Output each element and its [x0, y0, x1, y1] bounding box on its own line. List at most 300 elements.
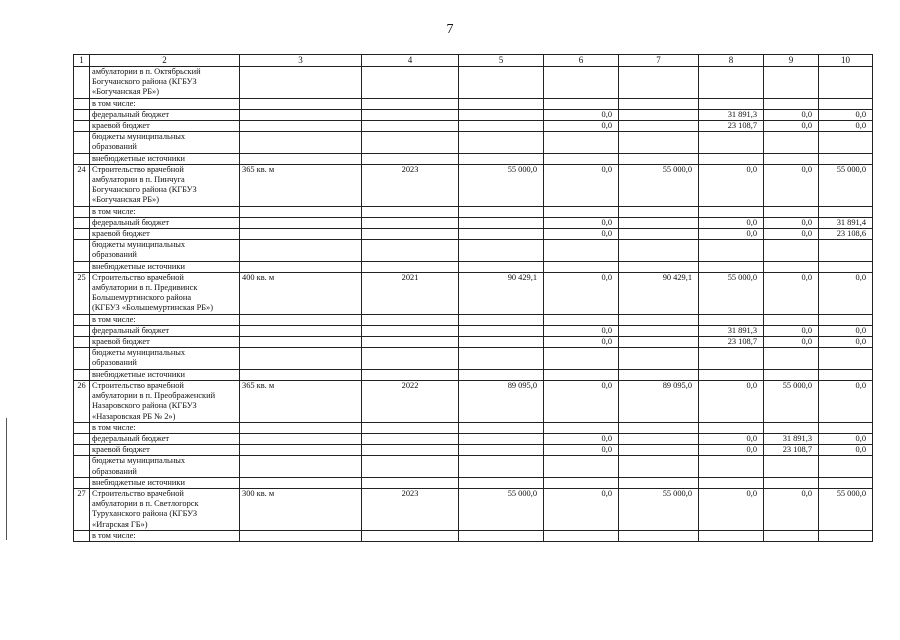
value-cell — [459, 132, 544, 153]
value-cell: 0,0 — [764, 164, 819, 206]
value-cell: 55 000,0 — [819, 164, 873, 206]
value-cell — [819, 67, 873, 99]
name-cell: внебюджетные источники — [90, 153, 240, 164]
value-cell — [544, 206, 619, 217]
value-cell — [619, 98, 699, 109]
value-cell — [240, 98, 362, 109]
value-cell: 0,0 — [699, 445, 764, 456]
value-cell — [699, 67, 764, 99]
value-cell — [619, 109, 699, 120]
value-cell — [619, 456, 699, 477]
value-cell — [240, 433, 362, 444]
value-cell — [362, 369, 459, 380]
value-cell — [544, 67, 619, 99]
value-cell — [619, 132, 699, 153]
value-cell — [699, 206, 764, 217]
value-cell — [819, 477, 873, 488]
value-cell: 31 891,3 — [699, 109, 764, 120]
table-row — [74, 229, 873, 240]
value-cell — [764, 314, 819, 325]
value-cell: 0,0 — [699, 217, 764, 228]
header-cell-2: 2 — [90, 55, 240, 67]
value-cell — [240, 132, 362, 153]
header-cell-10: 10 — [819, 55, 873, 67]
value-cell — [819, 530, 873, 541]
value-cell — [240, 229, 362, 240]
table-row-object — [74, 488, 873, 530]
value-cell: 0,0 — [544, 488, 619, 530]
value-cell: 0,0 — [544, 272, 619, 314]
value-cell — [362, 348, 459, 369]
value-cell — [459, 240, 544, 261]
value-cell — [699, 530, 764, 541]
value-cell: 23 108,7 — [699, 121, 764, 132]
page-number: 7 — [446, 22, 454, 37]
value-cell — [699, 477, 764, 488]
table-header-row — [74, 55, 873, 67]
row-number-cell — [74, 456, 90, 477]
value-cell: 89 095,0 — [459, 380, 544, 422]
value-cell: 0,0 — [699, 380, 764, 422]
row-number-cell — [74, 422, 90, 433]
value-cell: 0,0 — [819, 445, 873, 456]
value-cell — [362, 217, 459, 228]
name-cell: в том числе: — [90, 530, 240, 541]
value-cell — [619, 261, 699, 272]
table-row — [74, 261, 873, 272]
value-cell — [459, 229, 544, 240]
table-row — [74, 422, 873, 433]
value-cell — [619, 337, 699, 348]
value-cell — [459, 530, 544, 541]
table-row — [74, 369, 873, 380]
value-cell: 0,0 — [699, 488, 764, 530]
value-cell — [699, 261, 764, 272]
value-cell: 31 891,3 — [699, 325, 764, 336]
value-cell — [819, 206, 873, 217]
value-cell — [619, 206, 699, 217]
value-cell: 0,0 — [544, 325, 619, 336]
value-cell — [240, 530, 362, 541]
name-cell: внебюджетные источники — [90, 477, 240, 488]
value-cell — [459, 369, 544, 380]
row-number-cell — [74, 98, 90, 109]
value-cell — [459, 477, 544, 488]
value-cell — [362, 325, 459, 336]
value-cell — [240, 261, 362, 272]
row-number-cell: 24 — [74, 164, 90, 206]
value-cell — [619, 240, 699, 261]
value-cell — [699, 98, 764, 109]
margin-line — [6, 418, 7, 540]
row-number-cell — [74, 206, 90, 217]
value-cell — [362, 153, 459, 164]
value-cell: 31 891,4 — [819, 217, 873, 228]
name-cell: Строительство врачебной амбулатории в п. Преображенский Назаровского района (КГБУЗ «Назаровская РБ № 2») — [90, 380, 240, 422]
header-cell-7: 7 — [619, 55, 699, 67]
value-cell — [240, 109, 362, 120]
value-cell — [619, 433, 699, 444]
value-cell — [764, 153, 819, 164]
value-cell: 0,0 — [819, 433, 873, 444]
table-row — [74, 456, 873, 477]
value-cell: 0,0 — [699, 229, 764, 240]
row-number-cell — [74, 153, 90, 164]
value-cell — [819, 261, 873, 272]
value-cell — [819, 422, 873, 433]
name-cell: внебюджетные источники — [90, 261, 240, 272]
name-cell: внебюджетные источники — [90, 369, 240, 380]
value-cell — [240, 456, 362, 477]
value-cell — [544, 477, 619, 488]
value-cell — [544, 530, 619, 541]
table-row-object — [74, 164, 873, 206]
value-cell: 90 429,1 — [619, 272, 699, 314]
value-cell — [544, 261, 619, 272]
value-cell: 0,0 — [764, 325, 819, 336]
row-number-cell — [74, 109, 90, 120]
value-cell — [362, 433, 459, 444]
header-cell-8: 8 — [699, 55, 764, 67]
row-number-cell — [74, 530, 90, 541]
value-cell — [362, 445, 459, 456]
row-number-cell — [74, 337, 90, 348]
value-cell — [619, 121, 699, 132]
value-cell — [619, 445, 699, 456]
value-cell: 0,0 — [544, 380, 619, 422]
value-cell — [362, 229, 459, 240]
value-cell: 0,0 — [544, 164, 619, 206]
name-cell: в том числе: — [90, 206, 240, 217]
row-number-cell — [74, 217, 90, 228]
row-number-cell — [74, 433, 90, 444]
value-cell: 0,0 — [544, 217, 619, 228]
value-cell: 0,0 — [699, 164, 764, 206]
value-cell — [459, 314, 544, 325]
table-row — [74, 433, 873, 444]
value-cell — [619, 229, 699, 240]
name-cell: федеральный бюджет — [90, 433, 240, 444]
value-cell: 55 000,0 — [619, 488, 699, 530]
value-cell: 2021 — [362, 272, 459, 314]
name-cell: краевой бюджет — [90, 445, 240, 456]
value-cell: 55 000,0 — [819, 488, 873, 530]
table-row — [74, 98, 873, 109]
row-number-cell — [74, 229, 90, 240]
row-number-cell — [74, 314, 90, 325]
header-cell-4: 4 — [362, 55, 459, 67]
value-cell: 0,0 — [544, 109, 619, 120]
value-cell — [764, 132, 819, 153]
value-cell: 55 000,0 — [764, 380, 819, 422]
value-cell — [544, 240, 619, 261]
value-cell — [362, 206, 459, 217]
row-number-cell — [74, 477, 90, 488]
name-cell: краевой бюджет — [90, 337, 240, 348]
value-cell — [764, 477, 819, 488]
table-row — [74, 132, 873, 153]
row-number-cell — [74, 261, 90, 272]
row-number-cell: 26 — [74, 380, 90, 422]
value-cell — [459, 348, 544, 369]
value-cell — [459, 422, 544, 433]
value-cell — [362, 530, 459, 541]
value-cell — [459, 456, 544, 477]
value-cell — [619, 314, 699, 325]
value-cell: 55 000,0 — [459, 164, 544, 206]
value-cell — [459, 337, 544, 348]
value-cell — [544, 314, 619, 325]
value-cell: 365 кв. м — [240, 164, 362, 206]
value-cell — [699, 422, 764, 433]
value-cell — [459, 153, 544, 164]
value-cell — [362, 422, 459, 433]
name-cell: федеральный бюджет — [90, 109, 240, 120]
value-cell — [362, 109, 459, 120]
value-cell — [619, 369, 699, 380]
name-cell: в том числе: — [90, 314, 240, 325]
value-cell: 300 кв. м — [240, 488, 362, 530]
name-cell: амбулатории в п. Октябрьский Богучанского района (КГБУЗ «Богучанская РБ») — [90, 67, 240, 99]
value-cell — [619, 530, 699, 541]
value-cell — [819, 98, 873, 109]
name-cell: бюджеты муниципальных образований — [90, 132, 240, 153]
value-cell — [764, 456, 819, 477]
value-cell — [619, 325, 699, 336]
value-cell: 0,0 — [699, 433, 764, 444]
value-cell — [240, 445, 362, 456]
value-cell: 400 кв. м — [240, 272, 362, 314]
value-cell — [819, 348, 873, 369]
row-number-cell — [74, 348, 90, 369]
row-number-cell: 27 — [74, 488, 90, 530]
value-cell — [544, 153, 619, 164]
value-cell — [544, 348, 619, 369]
value-cell — [240, 422, 362, 433]
value-cell — [764, 261, 819, 272]
table-row — [74, 348, 873, 369]
value-cell — [544, 369, 619, 380]
value-cell — [764, 369, 819, 380]
value-cell — [362, 240, 459, 261]
row-number-cell — [74, 445, 90, 456]
value-cell — [699, 456, 764, 477]
value-cell — [362, 132, 459, 153]
value-cell — [362, 477, 459, 488]
header-cell-3: 3 — [240, 55, 362, 67]
name-cell: в том числе: — [90, 422, 240, 433]
value-cell: 0,0 — [819, 121, 873, 132]
name-cell: федеральный бюджет — [90, 325, 240, 336]
name-cell: Строительство врачебной амбулатории в п. Пинчуга Богучанского района (КГБУЗ «Богучанская РБ») — [90, 164, 240, 206]
value-cell: 0,0 — [764, 109, 819, 120]
table-row-object — [74, 272, 873, 314]
value-cell: 2023 — [362, 164, 459, 206]
value-cell: 0,0 — [819, 380, 873, 422]
value-cell — [764, 348, 819, 369]
table-row — [74, 153, 873, 164]
value-cell: 0,0 — [819, 272, 873, 314]
value-cell — [240, 121, 362, 132]
name-cell: в том числе: — [90, 98, 240, 109]
budget-table — [73, 54, 873, 542]
value-cell — [362, 314, 459, 325]
value-cell — [240, 348, 362, 369]
table-row — [74, 121, 873, 132]
name-cell: краевой бюджет — [90, 121, 240, 132]
value-cell: 0,0 — [544, 337, 619, 348]
value-cell — [619, 153, 699, 164]
value-cell: 0,0 — [544, 229, 619, 240]
value-cell — [459, 121, 544, 132]
table-row — [74, 477, 873, 488]
value-cell — [764, 206, 819, 217]
header-cell-6: 6 — [544, 55, 619, 67]
value-cell — [459, 445, 544, 456]
value-cell: 55 000,0 — [699, 272, 764, 314]
value-cell — [819, 240, 873, 261]
table-row — [74, 240, 873, 261]
value-cell — [544, 132, 619, 153]
value-cell — [459, 98, 544, 109]
header-cell-9: 9 — [764, 55, 819, 67]
value-cell: 2023 — [362, 488, 459, 530]
value-cell: 0,0 — [544, 433, 619, 444]
value-cell — [764, 422, 819, 433]
row-number-cell: 25 — [74, 272, 90, 314]
row-number-cell — [74, 132, 90, 153]
value-cell: 55 000,0 — [619, 164, 699, 206]
value-cell — [459, 261, 544, 272]
value-cell — [544, 422, 619, 433]
value-cell: 2022 — [362, 380, 459, 422]
table-row — [74, 109, 873, 120]
value-cell — [459, 433, 544, 444]
value-cell — [240, 477, 362, 488]
row-number-cell — [74, 369, 90, 380]
value-cell: 55 000,0 — [459, 488, 544, 530]
value-cell: 0,0 — [764, 337, 819, 348]
value-cell — [362, 337, 459, 348]
value-cell — [699, 369, 764, 380]
name-cell: Строительство врачебной амбулатории в п. Предивинск Большемуртинского района (КГБУЗ «Большемуртинская РБ») — [90, 272, 240, 314]
row-number-cell — [74, 325, 90, 336]
value-cell: 89 095,0 — [619, 380, 699, 422]
header-cell-5: 5 — [459, 55, 544, 67]
table-row — [74, 67, 873, 99]
value-cell: 90 429,1 — [459, 272, 544, 314]
value-cell — [699, 314, 764, 325]
value-cell — [240, 369, 362, 380]
name-cell: федеральный бюджет — [90, 217, 240, 228]
value-cell — [240, 325, 362, 336]
value-cell — [764, 240, 819, 261]
table-row — [74, 530, 873, 541]
value-cell — [240, 314, 362, 325]
value-cell: 0,0 — [764, 272, 819, 314]
value-cell: 0,0 — [819, 109, 873, 120]
value-cell — [459, 217, 544, 228]
value-cell — [699, 240, 764, 261]
value-cell — [619, 348, 699, 369]
value-cell — [240, 153, 362, 164]
value-cell — [459, 109, 544, 120]
value-cell — [362, 456, 459, 477]
value-cell — [619, 67, 699, 99]
value-cell — [619, 477, 699, 488]
value-cell — [699, 132, 764, 153]
value-cell — [819, 456, 873, 477]
table-row — [74, 217, 873, 228]
row-number-cell — [74, 240, 90, 261]
value-cell: 23 108,6 — [819, 229, 873, 240]
value-cell: 0,0 — [544, 121, 619, 132]
value-cell — [819, 314, 873, 325]
value-cell: 0,0 — [764, 121, 819, 132]
value-cell — [459, 325, 544, 336]
name-cell: бюджеты муниципальных образований — [90, 240, 240, 261]
value-cell — [764, 67, 819, 99]
value-cell — [764, 530, 819, 541]
value-cell: 365 кв. м — [240, 380, 362, 422]
value-cell — [819, 369, 873, 380]
value-cell — [362, 121, 459, 132]
name-cell: Строительство врачебной амбулатории в п. Светлогорск Туруханского района (КГБУЗ «Игарская ГБ») — [90, 488, 240, 530]
table-row-object — [74, 380, 873, 422]
row-number-cell — [74, 121, 90, 132]
value-cell: 0,0 — [764, 229, 819, 240]
name-cell: бюджеты муниципальных образований — [90, 348, 240, 369]
value-cell — [619, 217, 699, 228]
value-cell: 23 108,7 — [764, 445, 819, 456]
value-cell: 0,0 — [819, 325, 873, 336]
value-cell — [240, 206, 362, 217]
value-cell: 23 108,7 — [699, 337, 764, 348]
table-row — [74, 337, 873, 348]
value-cell — [544, 456, 619, 477]
value-cell — [362, 67, 459, 99]
value-cell — [764, 98, 819, 109]
row-number-cell — [74, 67, 90, 99]
value-cell — [240, 67, 362, 99]
value-cell — [459, 67, 544, 99]
value-cell — [240, 240, 362, 261]
value-cell — [362, 261, 459, 272]
value-cell: 0,0 — [764, 488, 819, 530]
value-cell — [240, 337, 362, 348]
value-cell — [819, 132, 873, 153]
name-cell: бюджеты муниципальных образований — [90, 456, 240, 477]
table-row — [74, 206, 873, 217]
name-cell: краевой бюджет — [90, 229, 240, 240]
value-cell — [619, 422, 699, 433]
table-row — [74, 445, 873, 456]
table-row — [74, 314, 873, 325]
header-cell-1: 1 — [74, 55, 90, 67]
value-cell: 31 891,3 — [764, 433, 819, 444]
value-cell: 0,0 — [819, 337, 873, 348]
value-cell — [699, 348, 764, 369]
value-cell — [544, 98, 619, 109]
value-cell — [362, 98, 459, 109]
value-cell — [240, 217, 362, 228]
value-cell — [699, 153, 764, 164]
value-cell — [819, 153, 873, 164]
value-cell: 0,0 — [544, 445, 619, 456]
value-cell: 0,0 — [764, 217, 819, 228]
table-row — [74, 325, 873, 336]
value-cell — [459, 206, 544, 217]
